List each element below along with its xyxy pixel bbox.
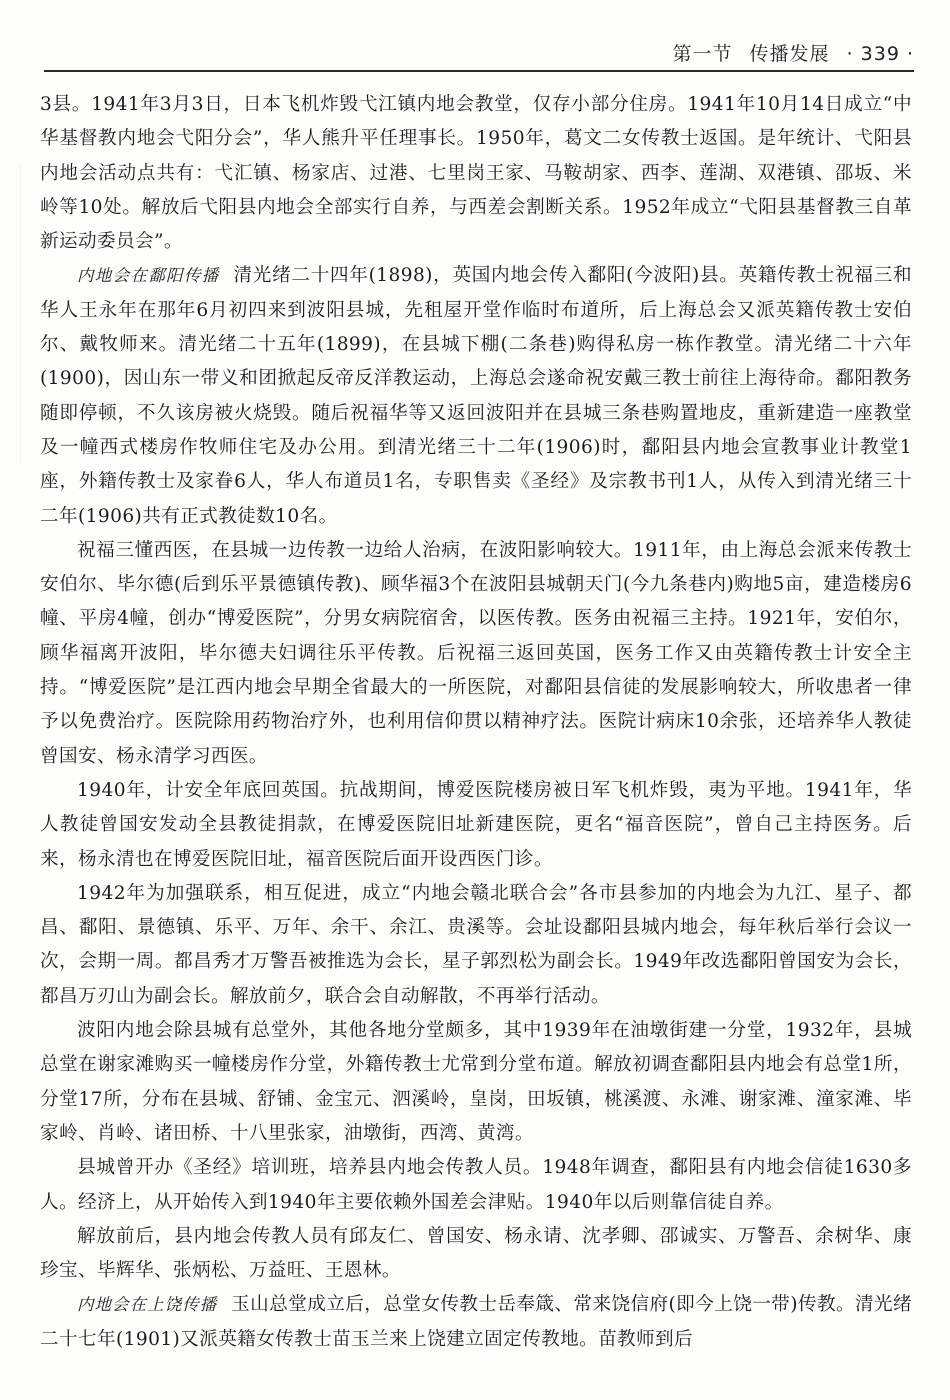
paragraph-lead-heading: 内地会在上饶传播	[77, 1295, 218, 1315]
scan-margin-shadow	[20, 165, 21, 465]
paragraph-text: 波阳内地会除县城有总堂外，其他各地分堂颇多，其中1939年在油墩街建一分堂，1932年，县城总堂在谢家滩购买一幢楼房作分堂，外籍传教士尤常到分堂布道。解放初调查鄱阳县内地会有总堂1所，分堂17所，分布在县城、舒铺、金宝元、泗溪岭，皇岗，田坂镇，桃溪渡、永滩、谢家滩、潼家滩、毕家岭、肖岭、诸田桥、十八里张家，油墩街，西湾、黄湾。	[40, 1020, 912, 1144]
paragraph	[40, 1288, 912, 1357]
body-text	[40, 88, 912, 1357]
paragraph-text: 清光绪二十四年(1898)，英国内地会传入鄱阳(今波阳)县。英籍传教士祝福三和华人王永年在那年6月初四来到波阳县城，先租屋开堂作临时布道所，后上海总会又派英籍传教士安伯尔、戴牧师来。清光绪二十五年(1899)，在县城下棚(二条巷)购得私房一栋作教堂。清光绪二十六年(1900)，因山东一带义和团掀起反帝反洋教运动，上海总会遂命祝安戴三教士前往上海待命。鄱阳教务随即停顿，不久该房被火烧毁。随后祝福华等又返回波阳并在县城三条巷购置地皮，重新建造一座教堂及一幢西式楼房作牧师住宅及办公用。到清光绪三十二年(1906)时，鄱阳县内地会宣教事业计教堂1座，外籍传教士及家眷6人，华人布道员1名，专职售卖《圣经》及宗教书刊1人，从传入到清光绪三十二年(1906)共有正式教徒数10名。	[40, 265, 913, 527]
paragraph	[40, 259, 912, 533]
paragraph-text: 3县。1941年3月3日，日本飞机炸毁弋江镇内地会教堂，仅存小部分住房。1941年10月14日成立“中华基督教内地会弋阳分会”，华人熊升平任理事长。1950年，葛文二女传教士返国。是年统计、弋阳县内地会活动点共有：弋汇镇、杨家店、过港、七里岗王家、马鞍胡家、西李、莲湖、双港镇、邵坂、米岭等10处。解放后弋阳县内地会全部实行自养，与西差会割断关系。1952年成立“弋阳县基督教三自革新运动委员会”。	[40, 94, 912, 253]
paragraph-text: 1940年，计安全年底回英国。抗战期间，博爱医院楼房被日军飞机炸毁，夷为平地。1941年，华人教徒曾国安发动全县教徒捐款，在博爱医院旧址新建医院，更名“福音医院”，曾自己主持医务。后来，杨永清也在博爱医院旧址，福音医院后面开设西医门诊。	[40, 779, 912, 870]
paragraph-text: 玉山总堂成立后，总堂女传教士岳奉箴、常来饶信府(即今上饶一带)传教。清光绪二十七年(1901)又派英籍女传教士苗玉兰来上饶建立固定传教地。苗教师到后	[40, 1294, 913, 1350]
paragraph	[40, 1220, 912, 1289]
paragraph	[40, 1151, 912, 1220]
section-title: 传播发展	[749, 43, 830, 65]
running-head	[662, 39, 914, 66]
paragraph-text: 1942年为加强联系，相互促进，成立“内地会赣北联合会”各市县参加的内地会为九江、星子、都昌、鄱阳、景德镇、乐平、万年、余干、余江、贵溪等。会址设鄱阳县城内地会，每年秋后举行会议一次，会期一周。都昌秀才万警吾被推选为会长，星子郭烈松为副会长。1949年改选鄱阳曾国安为会长，都昌万刃山为副会长。解放前夕，联合会自动解散，不再举行活动。	[40, 882, 912, 1007]
paragraph	[40, 877, 912, 1014]
paragraph	[40, 1014, 912, 1151]
paragraph-text: 县城曾开办《圣经》培训班，培养县内地会传教人员。1948年调查，鄱阳县有内地会信徒1630多人。经济上，从开始传入到1940年主要依赖外国差会津贴。1940年以后则靠信徒自养。	[40, 1157, 912, 1213]
paragraph-lead-heading: 内地会在鄱阳传播	[77, 266, 220, 286]
paragraph	[40, 88, 912, 259]
paragraph-text: 祝福三懂西医，在县城一边传教一边给人治病，在波阳影响较大。1911年，由上海总会派来传教士安伯尔、毕尔德(后到乐平景德镇传教)、顾华福3个在波阳县城朝天门(今九条巷内)购地5亩，建造楼房6幢、平房4幢，创办“博爱医院”，分男女病院宿舍，以医传教。医务由祝福三主持。1921年，安伯尔，顾华福离开波阳，毕尔德夫妇调往乐平传教。后祝福三返回英国，医务工作又由英籍传教士计安全主持。“博爱医院”是江西内地会早期全省最大的一所医院，对鄱阳县信徒的发展影响较大，所收患者一律予以免费治疗。医院除用药物治疗外，也利用信仰贯以精神疗法。医院计病床10余张，还培养华人教徒曾国安、杨永清学习西医。	[40, 539, 912, 767]
page-number: · 339 ·	[846, 43, 914, 65]
paragraph	[40, 534, 912, 774]
paragraph	[40, 774, 912, 877]
page-header	[44, 36, 914, 72]
section-label: 第一节	[672, 43, 733, 65]
paragraph-text: 解放前后，县内地会传教人员有邱友仁、曾国安、杨永请、沈孝卿、邵诚实、万警吾、余树华、康珍宝、毕辉华、张炳松、万益旺、王恩林。	[40, 1225, 912, 1282]
